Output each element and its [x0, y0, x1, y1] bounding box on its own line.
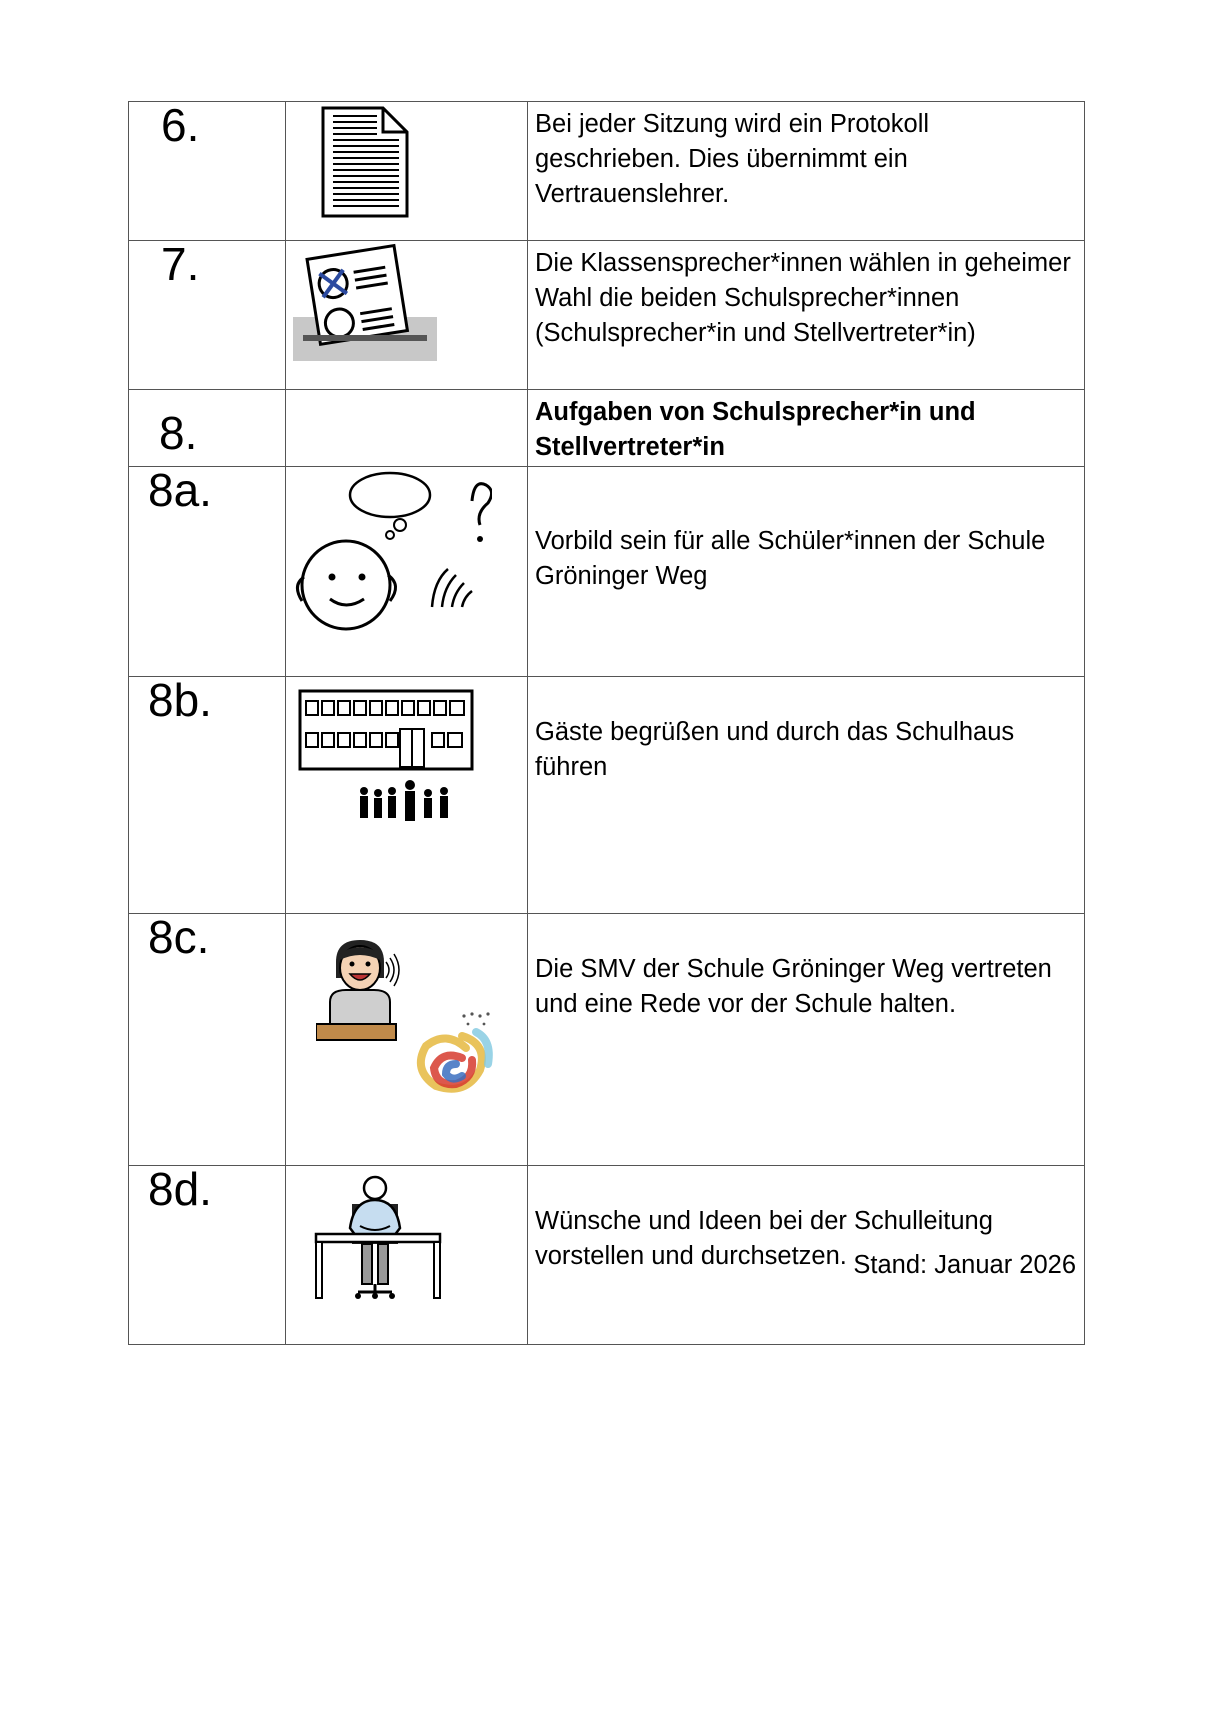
row-text: Vorbild sein für alle Schüler*innen der Schule Gröninger Weg	[528, 467, 1085, 677]
row-number-cell	[129, 1163, 286, 1345]
row-text: Gäste begrüßen und durch das Schulhaus führen	[528, 677, 1085, 914]
row-number: 8d.	[148, 1163, 212, 1215]
row-picture-cell	[286, 467, 528, 677]
row-picture-cell	[286, 914, 528, 1166]
footer-date: Stand: Januar 2026	[853, 1251, 1076, 1279]
row-picture-cell	[286, 677, 528, 914]
ballot-box-icon	[293, 243, 437, 361]
row-number-cell	[129, 464, 286, 677]
table-row	[129, 241, 1085, 390]
row-picture-cell	[286, 102, 528, 241]
table-row	[129, 677, 1085, 914]
row-number-cell	[129, 238, 286, 390]
person-at-desk-icon	[314, 1172, 444, 1302]
table-row	[129, 914, 1085, 1166]
row-text: Bei jeder Sitzung wird ein Protokoll geschrieben. Dies übernimmt ein Vertrauenslehrer.	[528, 102, 1085, 241]
row-number: 8.	[159, 407, 198, 459]
row-number-cell	[129, 99, 286, 241]
row-number: 8b.	[148, 674, 212, 726]
school-building-people-icon	[298, 689, 478, 839]
table-row	[129, 467, 1085, 677]
row-picture-cell	[286, 390, 528, 467]
row-picture-cell	[286, 241, 528, 390]
row-number-cell	[129, 674, 286, 914]
speaker-at-podium-icon	[316, 940, 516, 1120]
row-number-cell	[129, 390, 286, 467]
row-number: 6.	[161, 99, 200, 151]
row-number-cell	[129, 911, 286, 1166]
row-text: Die Klassensprecher*innen wählen in geheimer Wahl die beiden Schulsprecher*innen (Schulsprecher*in und Stellvertreter*in)	[528, 241, 1085, 390]
row-text: Die SMV der Schule Gröninger Weg vertreten und eine Rede vor der Schule halten.	[528, 914, 1085, 1166]
table-row	[129, 102, 1085, 241]
row-number: 7.	[161, 238, 200, 290]
tasks-table	[128, 101, 1085, 1345]
table-row	[129, 390, 1085, 467]
row-number: 8a.	[148, 464, 212, 516]
thinking-face-icon	[292, 469, 492, 639]
row-text: Wünsche und Ideen bei der Schulleitung vorstellen und durchsetzen.	[528, 1166, 1085, 1345]
protocol-document-icon	[321, 106, 411, 218]
row-text: Aufgaben von Schulsprecher*in und Stellvertreter*in	[528, 390, 1085, 467]
row-picture-cell	[286, 1166, 528, 1345]
row-number: 8c.	[148, 911, 210, 963]
